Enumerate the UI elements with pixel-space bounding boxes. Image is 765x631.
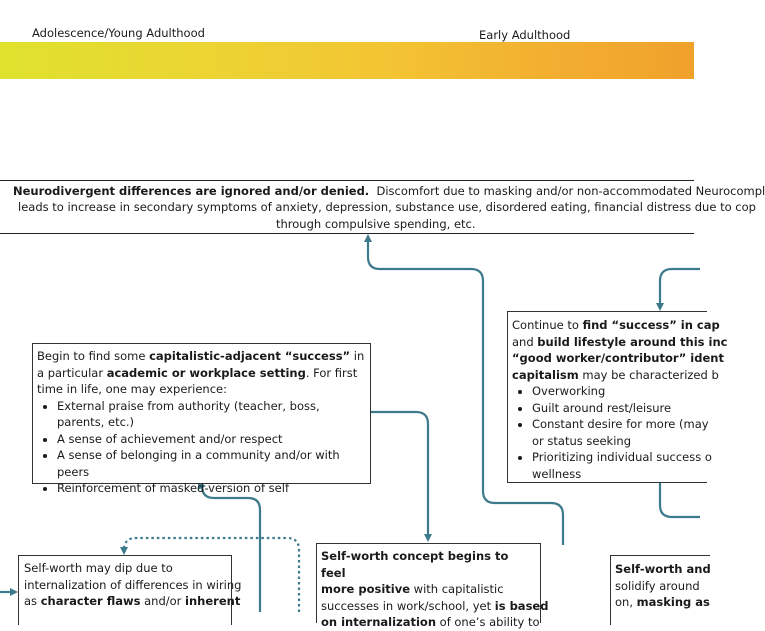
connector-to-continue — [660, 269, 700, 307]
success-intro — [37, 348, 366, 398]
dip-text: as — [24, 594, 41, 608]
concept-line — [321, 581, 536, 598]
banner-text: Discomfort due to masking and/or non-accommodated Neurocompl — [369, 184, 765, 198]
dip-line: internalization of differences in wiring — [24, 577, 242, 592]
success-bullet: • A sense of belonging in a community and/or with peers — [57, 447, 366, 480]
success-bold-text: academic or workplace setting — [106, 365, 306, 380]
continue-line — [512, 350, 724, 367]
solidify-bold-text: masking as — [636, 595, 710, 609]
continue-bullet-text: Prioritizing individual success o — [532, 450, 712, 464]
dip-line: Self-worth may dip due to — [24, 561, 173, 575]
banner-bold-text: Neurodivergent differences are ignored and/or denied. — [13, 184, 370, 198]
solidify-line: solidify around — [615, 578, 700, 593]
continue-text: may be characterized b — [578, 367, 719, 382]
banner-line-3: through compulsive spending, etc. — [276, 217, 476, 231]
concept-text: successes in work/school, yet — [321, 598, 495, 613]
selfworth-dip-box — [18, 555, 242, 625]
success-bullet: • Reinforcement of masked-version of self — [57, 480, 366, 497]
banner-line-2: leads to increase in secondary symptoms of anxiety, depression, substance use, disordered eating, financial distress due to cop — [18, 200, 756, 214]
stage-label-adolescence: Adolescence/Young Adulthood — [32, 26, 205, 40]
dip-text: and/or — [140, 594, 186, 608]
continue-bold-text: find “success” in cap — [582, 318, 720, 332]
continue-line — [512, 317, 720, 334]
success-bold-text: capitalistic-adjacent “success” — [149, 349, 351, 363]
solidify-bold-text: Self-worth an — [615, 562, 703, 576]
concept-bold-text: is based — [494, 598, 549, 613]
success-text: in a particular — [37, 349, 365, 380]
timeline-gradient-bar — [0, 42, 694, 79]
consequence-banner — [0, 180, 765, 234]
continue-bullet — [532, 449, 712, 482]
continue-bullet-list — [512, 383, 712, 482]
dip-bold-text: character flaws — [40, 594, 141, 608]
continue-text: Continue to — [512, 318, 583, 332]
concept-line — [321, 548, 536, 581]
continue-bold-text: capitalism — [512, 367, 579, 382]
concept-text: with capitalistic — [410, 582, 504, 596]
continue-line — [512, 367, 719, 384]
continue-line — [512, 334, 728, 351]
success-text: Begin to find some — [37, 349, 150, 363]
concept-line — [321, 614, 540, 631]
concept-line — [321, 598, 549, 615]
connector-continue-to-solidify — [660, 483, 700, 517]
success-bullet-list — [37, 398, 366, 497]
selfworth-concept-box — [316, 543, 549, 629]
continue-bullet-text: wellness — [532, 466, 582, 481]
dip-line — [24, 593, 241, 610]
solidify-text: on, — [615, 595, 637, 609]
continue-bold-text: “good worker/contributor” ident — [512, 351, 724, 365]
concept-bold-text: on internalization — [321, 615, 436, 629]
solidify-bold-text: d — [702, 562, 711, 576]
continue-bold-text: build lifestyle around this inc — [537, 334, 728, 349]
success-box — [32, 343, 371, 495]
solidify-line — [615, 594, 710, 611]
success-bullet: • A sense of achievement and/or respect — [57, 431, 366, 448]
continue-bullet: • Overworking — [532, 383, 707, 400]
continue-bullet-text: or status seeking — [532, 433, 631, 448]
continue-bullet — [532, 416, 707, 449]
success-bullet: • External praise from authority (teacher, boss, parents, etc.) — [57, 398, 366, 431]
continue-bullet: • Guilt around rest/leisure — [532, 400, 707, 417]
banner-line-1 — [13, 183, 765, 200]
concept-bold-text: Self-worth concept begins to feel — [321, 549, 509, 580]
continue-text: and — [512, 334, 538, 349]
selfworth-solidify-box — [610, 555, 710, 625]
dip-bold-text: inherent — [185, 594, 241, 608]
concept-text: of one’s ability to — [436, 615, 540, 629]
continue-success-box — [507, 311, 728, 483]
continue-bullet-text: Constant desire for more (may — [532, 417, 709, 431]
concept-bold-text: more positive — [321, 582, 411, 596]
connector-success-to-concept — [371, 412, 428, 538]
solidify-line — [615, 561, 710, 578]
success-text: . For first time in life, one may experience: — [37, 365, 358, 396]
stage-label-early-adulthood: Early Adulthood — [479, 28, 571, 42]
